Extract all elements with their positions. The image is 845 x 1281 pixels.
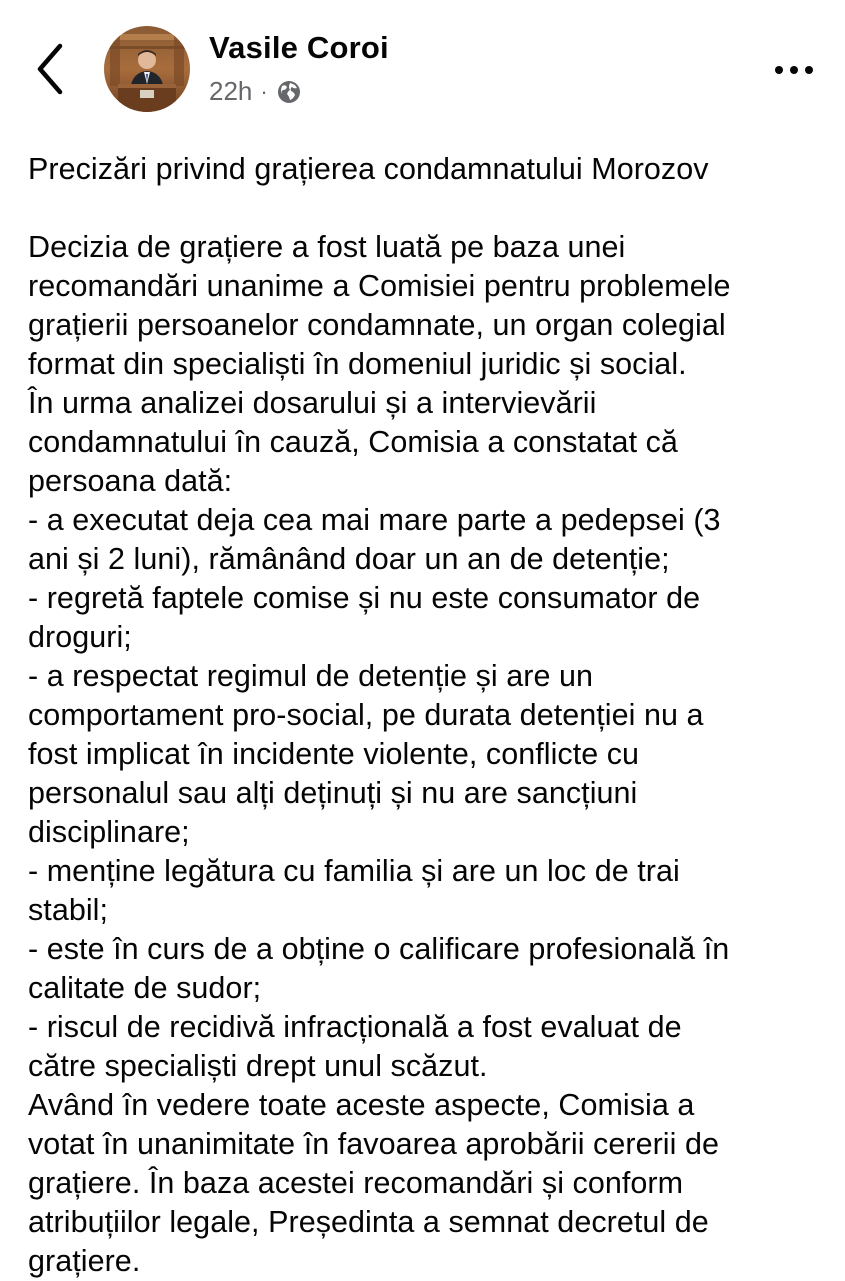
chevron-left-icon <box>28 40 72 98</box>
post-header <box>0 0 845 130</box>
back-button[interactable] <box>28 40 72 98</box>
post-timestamp[interactable]: 22h <box>209 76 253 106</box>
profile-photo <box>104 26 190 112</box>
more-horizontal-icon <box>770 52 818 86</box>
post-content <box>28 150 828 1281</box>
post-meta <box>209 76 302 107</box>
avatar[interactable] <box>104 26 190 112</box>
globe-icon <box>276 79 302 105</box>
post-title: Precizări privind grațierea condamnatului Morozov <box>28 152 709 186</box>
post-body: Decizia de grațiere a fost luată pe baza unei recomandări unanime a Comisiei pentru problemele grațierii persoanelor condamnate, un organ colegial format din specialiști în domeniul juridic și social. În urma analizei dosarului și a intervievării condamnatului în cauză, Comisia a constatat că persoana dată: - a executat deja cea mai mare parte a pedepsei (3 ani și 2 luni), rămânând doar un an de detenție; - regretă faptele comise și nu este consumator de droguri; - a respectat regimul de detenție și are un comportament pro-social, pe durata detenției nu a fost implicat în incidente violente, conflicte cu personalul sau alți deținuți și nu are sancțiuni disciplinare; - menține legătura cu familia și are un loc de trai stabil; - este în curs de a obține o calificare profesională în calitate de sudor; - riscul de recidivă infracțională a fost evaluat de către specialiști drept unul scăzut. Având în vedere toate aceste aspecte, Comisia a votat în unanimitate în favoarea aprobării cererii de grațiere. În baza acestei recomandări și conform atribuțiilor legale, Președinta a semnat decretul de grațiere. <box>28 230 731 1278</box>
author-name[interactable]: Vasile Coroi <box>209 30 389 65</box>
more-options-button[interactable] <box>770 52 818 86</box>
meta-separator: · <box>260 78 268 104</box>
